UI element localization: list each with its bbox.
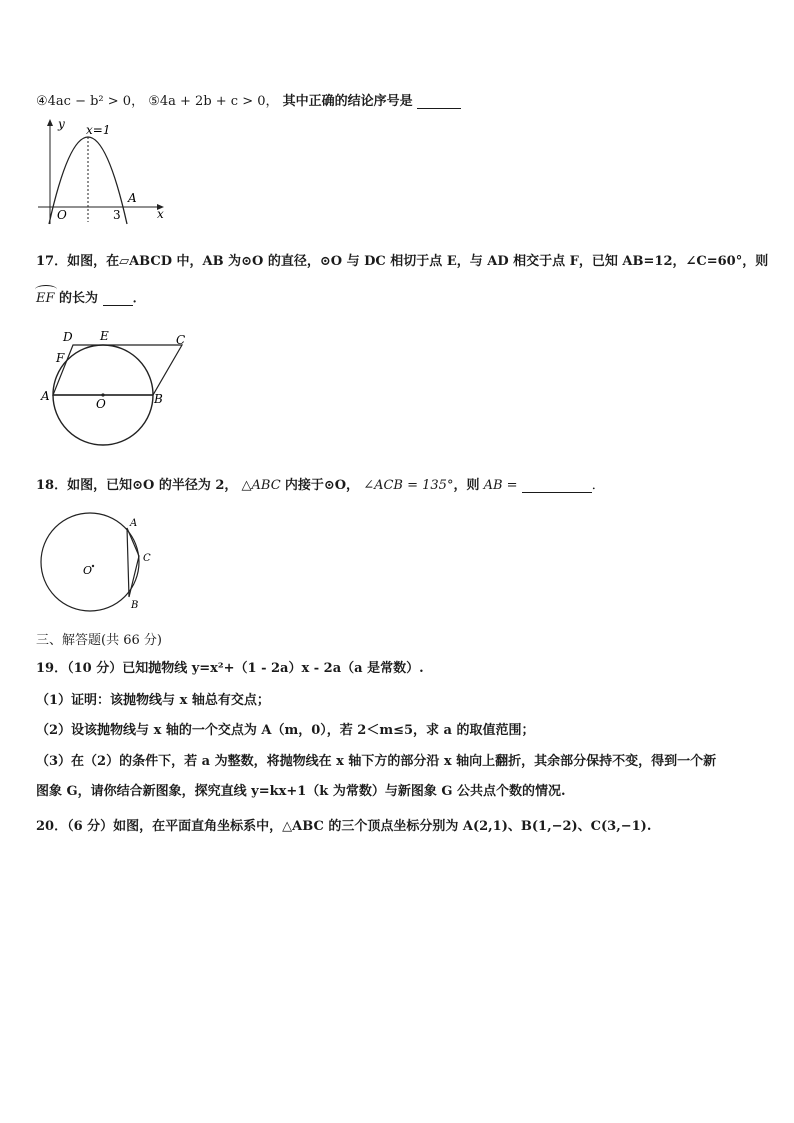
y-axis-arrow [47, 119, 53, 126]
x-axis-label: x [157, 207, 164, 221]
point-a-label: A [128, 191, 137, 205]
q16-item-5: ⑤4a + 2b + c > 0， [148, 94, 279, 109]
section-heading: 三、解答题(共 66 分) [36, 633, 162, 648]
center-dot [92, 565, 94, 567]
label-c: C [176, 333, 186, 347]
q18-answer-blank [522, 479, 592, 493]
parallelogram-abcd [53, 345, 182, 395]
q16-answer-blank [417, 95, 461, 109]
q17-period: ． [132, 291, 146, 306]
q18-then: ，则 [453, 478, 480, 493]
label-c: C [143, 553, 151, 564]
label-b: B [154, 392, 163, 406]
origin-label: O [57, 208, 67, 222]
label-o: O [83, 564, 93, 577]
q20-text: 20．（6 分）如图，在平面直角坐标系中，△ABC 的三个顶点坐标分别为 A(2,1)、B(1,−2)、C(3,−1). [36, 819, 652, 834]
q17-line-1: 17．如图，在▱ABCD 中，AB 为⊙O 的直径，⊙O 与 DC 相切于点 E，与 AD 相交于点 F，已知 AB=12，∠C=60°，则 [36, 254, 769, 269]
q17-prompt: 的长为 [59, 291, 99, 306]
arc-ef-mark [35, 285, 57, 294]
q17-answer-blank [103, 292, 133, 306]
q18-period: ． [591, 478, 605, 493]
arc-ef-letters: EF [36, 291, 55, 306]
parallelogram-circle-figure [36, 326, 196, 448]
tick-label-3: 3 [113, 208, 121, 222]
y-axis-label: y [58, 117, 65, 131]
q18-text [36, 474, 605, 493]
circle-o [41, 513, 139, 611]
ab-symbol: AB = [483, 478, 518, 493]
label-e: E [100, 329, 109, 343]
q17-line-2 [36, 287, 146, 306]
q16-item-4: ④4ac − b² > 0， [36, 94, 145, 109]
q18-inscribed: 内接于⊙O， [284, 478, 360, 493]
parabola-figure [30, 116, 170, 228]
circle-triangle-figure [36, 508, 160, 618]
q19-title: 19．（10 分）已知抛物线 y=x²+（1 - 2a）x - 2a（a 是常数）. [36, 661, 424, 676]
label-a: A [130, 518, 138, 529]
label-o: O [96, 397, 106, 411]
label-f: F [56, 351, 65, 365]
arc-ef [36, 291, 55, 306]
q19-part-3b: 图象 G，请你结合新图象，探究直线 y=kx+1（k 为常数）与新图象 G 公共点个数的情况. [36, 784, 566, 799]
q16-prompt: 其中正确的结论序号是 [282, 94, 413, 109]
angle-acb: ∠ACB = 135° [363, 478, 454, 493]
q19-part-3a: （3）在（2）的条件下，若 a 为整数，将抛物线在 x 轴下方的部分沿 x 轴向上翻折，其余部分保持不变，得到一个新 [36, 754, 717, 769]
triangle-abc: △ABC [241, 478, 281, 493]
label-b: B [131, 600, 139, 611]
q19-part-1: （1）证明：该抛物线与 x 轴总有交点； [36, 693, 270, 708]
q16-continuation [36, 90, 461, 109]
q18-intro: 18．如图，已知⊙O 的半径为 2， [36, 478, 238, 493]
label-a: A [41, 389, 50, 403]
q19-part-2: （2）设该抛物线与 x 轴的一个交点为 A（m，0），若 2＜m≤5，求 a 的取值范围； [36, 723, 535, 738]
axis-of-symmetry-label: x=1 [86, 123, 111, 137]
label-d: D [63, 330, 73, 344]
